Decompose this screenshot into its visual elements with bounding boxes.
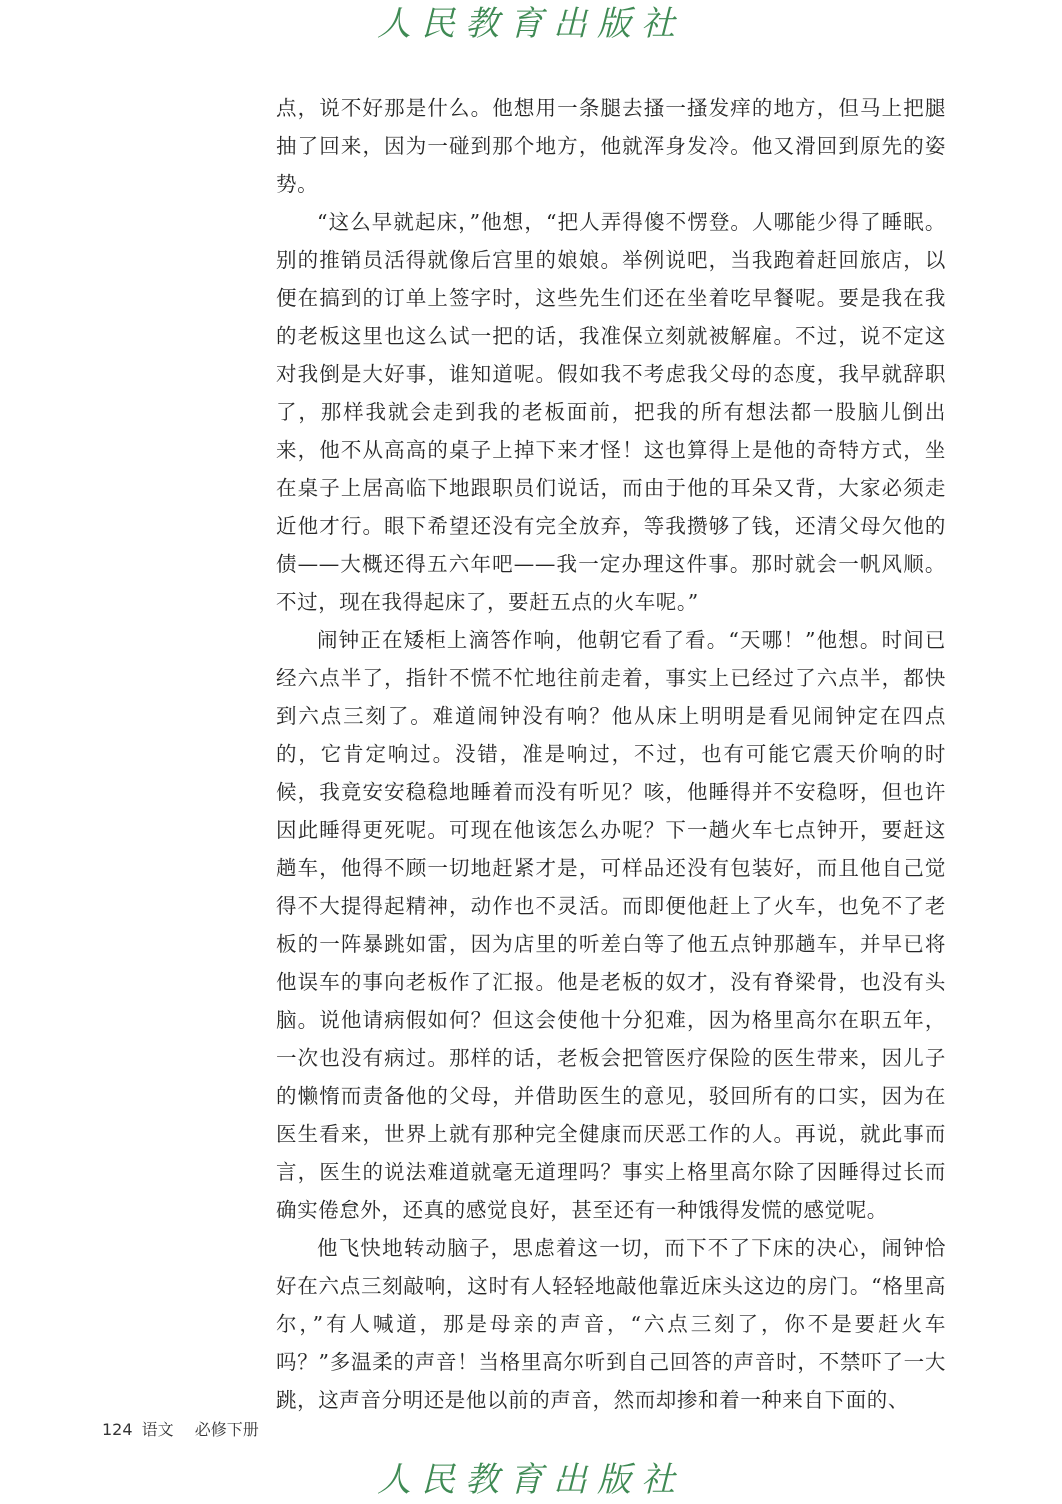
publisher-watermark-bottom: 人民教育出版社 bbox=[377, 1460, 685, 1500]
paragraph-4: 他飞快地转动脑子，思虑着这一切，而下不了下床的决心，闹钟恰好在六点三刻敲响，这时有人轻轻地敲他靠近床头这边的房门。“格里高尔，”有人喊道，那是母亲的声音，“六点三刻了，你不是要赶火车吗？”多温柔的声音！当格里高尔听到自己回答的声音时，不禁吓了一大跳，这声音分明还是他以前的声音，然而却掺和着一种来自下面的、 bbox=[276, 1236, 946, 1412]
paragraph-1: 点，说不好那是什么。他想用一条腿去搔一搔发痒的地方，但马上把腿抽了回来，因为一碰到那个地方，他就浑身发冷。他又滑回到原先的姿势。 bbox=[276, 96, 946, 196]
paragraph-2: “这么早就起床，”他想，“把人弄得傻不愣登。人哪能少得了睡眠。别的推销员活得就像后宫里的娘娘。举例说吧，当我跑着赶回旅店，以便在搞到的订单上签字时，这些先生们还在坐着吃早餐呢。要是我在我的老板这里也这么试一把的话，我准保立刻就被解雇。不过，说不定这对我倒是大好事，谁知道呢。假如我不考虑我父母的态度，我早就辞职了，那样我就会走到我的老板面前，把我的所有想法都一股脑儿倒出来，他不从高高的桌子上掉下来才怪！这也算得上是他的奇特方式，坐在桌子上居高临下地跟职员们说话，而由于他的耳朵又背，大家必须走近他才行。眼下希望还没有完全放弃，等我攒够了钱，还清父母欠他的债——大概还得五六年吧——我一定办理这件事。那时就会一帆风顺。不过，现在我得起床了，要赶五点的火车呢。” bbox=[276, 210, 946, 614]
text-body bbox=[276, 89, 946, 1419]
page-footer bbox=[102, 1418, 259, 1442]
page-number: 124 bbox=[102, 1420, 133, 1439]
publisher-watermark-top: 人民教育出版社 bbox=[377, 4, 685, 44]
book-volume: 必修下册 bbox=[194, 1420, 259, 1439]
book-title: 语文 bbox=[141, 1420, 174, 1439]
paragraph-3: 闹钟正在矮柜上滴答作响，他朝它看了看。“天哪！”他想。时间已经六点半了，指针不慌不忙地往前走着，事实上已经过了六点半，都快到六点三刻了。难道闹钟没有响？他从床上明明是看见闹钟定在四点的，它肯定响过。没错，准是响过，不过，也有可能它震天价响的时候，我竟安安稳稳地睡着而没有听见？咳，他睡得并不安稳呀，但也许因此睡得更死呢。可现在他该怎么办呢？下一趟火车七点钟开，要赶这趟车，他得不顾一切地赶紧才是，可样品还没有包装好，而且他自己觉得不大提得起精神，动作也不灵活。而即便他赶上了火车，也免不了老板的一阵暴跳如雷，因为店里的听差白等了他五点钟那趟车，并早已将他误车的事向老板作了汇报。他是老板的奴才，没有脊梁骨，也没有头脑。说他请病假如何？但这会使他十分犯难，因为格里高尔在职五年，一次也没有病过。那样的话，老板会把管医疗保险的医生带来，因儿子的懒惰而责备他的父母，并借助医生的意见，驳回所有的口实，因为在医生看来，世界上就有那种完全健康而厌恶工作的人。再说，就此事而言，医生的说法难道就毫无道理吗？事实上格里高尔除了因睡得过长而确实倦怠外，还真的感觉良好，甚至还有一种饿得发慌的感觉呢。 bbox=[276, 628, 946, 1222]
